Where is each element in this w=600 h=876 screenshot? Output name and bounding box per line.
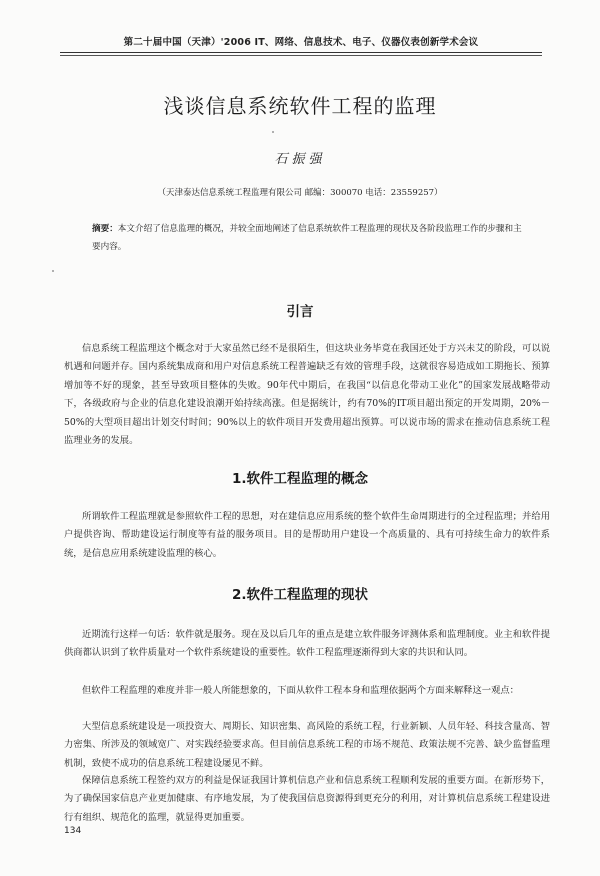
abstract-label: 摘要： (92, 224, 118, 234)
paragraph-intro: 信息系统工程监理这个概念对于大家虽然已经不是很陌生，但这块业务毕竟在我国还处于方兴未艾的阶段，可以说机遇和问题并存。国内系统集成商和用户对信息系统工程普遍缺乏有效的管理手段，这就很容易造成如工期拖长、预算增加等不好的现象，甚至导致项目整体的失败。90年代中期后，在我国“以信息化带动工业化”的国家发展战略带动下，各级政府与企业的信息化建设浪潮开始持续高涨。但是据统计，约有70%的IT项目超出预定的开发周期，20%－50%的大型项目超出计划交付时间；90%以上的软件项目开发费用超出预算。可以说市场的需求在推动信息系统工程监理业务的发展。 (64, 343, 550, 447)
paragraph-s2-4: 保障信息系统工程签约双方的利益是保证我国计算机信息产业和信息系统工程顺利发展的重要方面。在新形势下，为了确保国家信息产业更加健康、有序地发展，为了使我国信息资源得到更充分的利用，对计算机信息系统工程建设进行有组织、规范化的监理，就显得更加重要。 (64, 775, 550, 823)
paragraph-s2-3: 大型信息系统建设是一项投资大、周期长、知识密集、高风险的系统工程，行业新颖、人员年轻、科技含量高、智力密集、所涉及的领域宽广、对实践经验要求高。但目前信息系统工程的市场不规范、政策法规不完善、缺少监督监理机制，致使不成功的信息系统工程建设屡见不鲜。 (64, 721, 550, 769)
scan-speck (52, 270, 54, 272)
page-number: 134 (64, 826, 82, 836)
section-heading-1: 1.软件工程监理的概念 (231, 471, 369, 487)
running-header: 第二十届中国（天津）'2006 IT、网络、信息技术、电子、仪器仪表创新学术会议 (123, 37, 479, 48)
header-rule-thin (60, 55, 542, 56)
section-heading-2: 2.软件工程监理的现状 (231, 587, 369, 603)
scan-speck (272, 131, 274, 133)
paper-title: 浅谈信息系统软件工程的监理 (163, 94, 437, 118)
abstract (92, 220, 522, 256)
paragraph-s2-2: 但软件工程监理的难度并非一般人所能想象的，下面从软件工程本身和监理依据两个方面来解释这一观点： (82, 685, 519, 696)
author-name: 石振强 (274, 152, 326, 167)
section-heading-intro: 引言 (286, 304, 314, 320)
paragraph-s2-1: 近期流行这样一句话：软件就是服务。现在及以后几年的重点是建立软件服务评测体系和监理制度。业主和软件提供商都认识到了软件质量对一个软件系统建设的重要性。软件工程监理逐渐得到大家的共识和认同。 (64, 629, 550, 659)
paragraph-s1: 所谓软件工程监理就是参照软件工程的思想，对在建信息应用系统的整个软件生命周期进行的全过程监理；并给用户提供咨询、帮助建设运行制度等有益的服务项目。目的是帮助用户建设一个高质量的、具有可持续生命力的软件系统，是信息应用系统建设监理的核心。 (64, 511, 550, 559)
header-rule (60, 52, 542, 53)
abstract-text: 本文介绍了信息监理的概况，并较全面地阐述了信息系统软件工程监理的现状及各阶段监理工作的步骤和主要内容。 (92, 224, 522, 252)
author-affiliation: （天津泰达信息系统工程监理有限公司 邮编：300070 电话：23559257） (157, 188, 443, 198)
